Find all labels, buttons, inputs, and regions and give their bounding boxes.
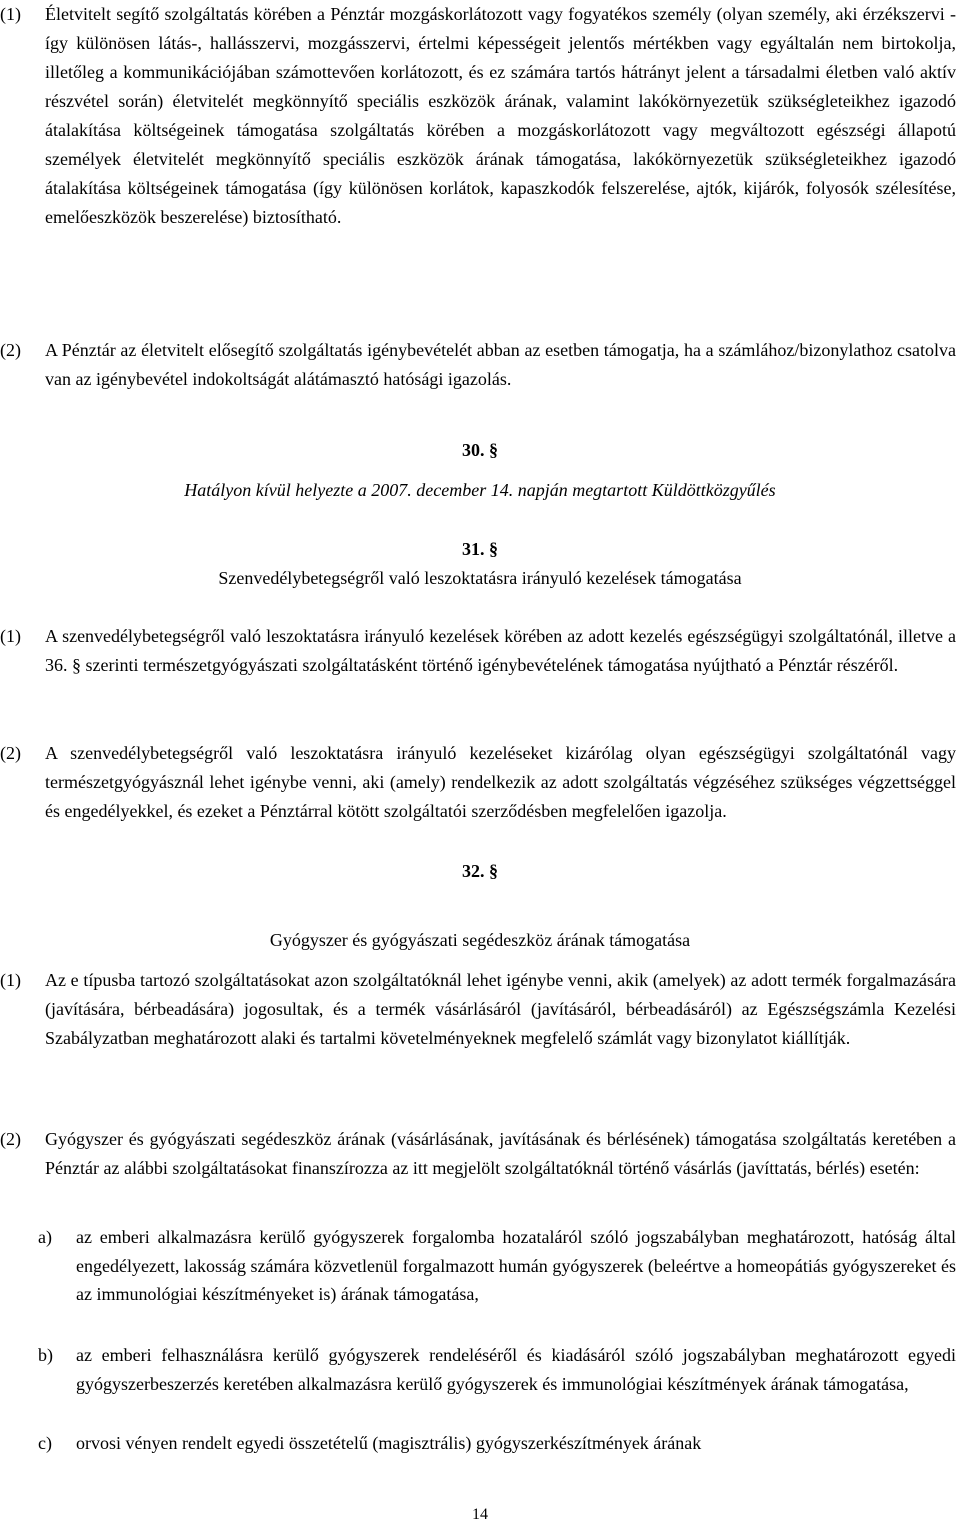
section31-paragraph-2 — [0, 739, 960, 826]
section32-paragraph-2 — [0, 1125, 960, 1183]
paragraph-number: (1) — [0, 4, 21, 24]
paragraph-number: (2) — [0, 340, 21, 360]
paragraph-text: Az e típusba tartozó szolgáltatásokat azon szolgáltatóknál lehet igénybe venni, akik (amelyek) az adott termék forgalmazására (javítására, bérbeadására) jogosultak, és a termék vásárlásáról (javításáról, bérbeadásáról) az Egészségszámla Kezelési Szabályzatban meghatározott alaki és tartalmi követelményeknek megfelelő számlát vagy bizonylatot kiállítják. — [45, 970, 956, 1048]
list-item-a — [0, 1223, 960, 1309]
list-item-text: az emberi alkalmazásra kerülő gyógyszerek forgalomba hozataláról szóló jogszabályban meghatározott, hatóság által engedélyezett, lakosság számára közvetlenül forgalmazott humán gyógyszerek (beleértve a homeopátiás gyógyszereket és az immunológiai készítményeket is) árának támogatása, — [76, 1227, 956, 1305]
section30-heading: 30. § — [462, 440, 498, 460]
paragraph-number: (2) — [0, 1129, 21, 1149]
page-number: 14 — [472, 1506, 488, 1523]
paragraph-text: Életvitelt segítő szolgáltatás körében a Pénztár mozgáskorlátozott vagy fogyatékos személy (olyan személy, aki érzékszervi - így különösen látás-, hallásszervi, mozgásszervi, értelmi képességeit jelentős mértékben vagy egyáltalán nem birtokolja, illetőleg a kommunikációjában számottevően korlátozott, és ez számára tartós hátrányt jelent a társadalmi életben való aktív részvétel során) életvitelét megkönnyítő speciális eszközök árának, valamint lakókörnyezetük szükségleteikhez igazodó átalakítása költségeinek támogatása szolgáltatás körében a mozgáskorlátozott vagy megváltozott egészségi állapotú személyek életvitelét megkönnyítő speciális eszközök árának támogatása, lakókörnyezetük szükségleteikhez igazodó átalakítása költségeinek támogatása (így különösen korlátok, kapaszkodók felszerelése, ajtók, kijárók, folyosók szélesítése, emelőeszközök beszerelése) biztosítható. — [45, 4, 956, 227]
section30-repeal-note: Hatályon kívül helyezte a 2007. december 14. napján megtartott Küldöttközgyűlés — [184, 480, 776, 500]
paragraph-text: A szenvedélybetegségről való leszoktatásra irányuló kezelések körében az adott kezelés egészségügyi szolgáltatónál, illetve a 36. § szerinti természetgyógyászati szolgáltatásként történő igénybevételének támogatása nyújtható a Pénztár részéről. — [45, 626, 956, 675]
list-item-b — [0, 1341, 960, 1398]
paragraph-number: (2) — [0, 743, 21, 763]
list-item-text: az emberi felhasználásra kerülő gyógyszerek rendeléséről és kiadásáról szóló jogszabályban meghatározott egyedi gyógyszerbeszerzés keretében alkalmazásra kerülő gyógyszerek és immunológiai készítmények árának támogatása, — [76, 1345, 956, 1394]
section29-paragraph-1 — [0, 0, 960, 232]
section31-heading: 31. § — [462, 539, 498, 559]
list-item-letter: c) — [38, 1433, 52, 1453]
paragraph-text: A szenvedélybetegségről való leszoktatásra irányuló kezeléseket kizárólag olyan egészségügyi szolgáltatónál vagy természetgyógyásznál lehet igénybe venni, aki (amely) rendelkezik az adott szolgáltatás végzéséhez szükséges végzettséggel és engedélyekkel, és ezeket a Pénztárral kötött szolgáltatói szerződésben megfelelően igazolja. — [45, 743, 956, 821]
paragraph-number: (1) — [0, 970, 21, 990]
list-item-letter: a) — [38, 1227, 52, 1247]
list-item-c — [0, 1429, 960, 1458]
section32-paragraph-1 — [0, 966, 960, 1053]
section32-heading: 32. § — [462, 861, 498, 881]
list-item-letter: b) — [38, 1345, 53, 1365]
section29-paragraph-2 — [0, 336, 960, 394]
list-item-text: orvosi vényen rendelt egyedi összetételű (magisztrális) gyógyszerkészítmények árának — [76, 1433, 702, 1453]
section32-title: Gyógyszer és gyógyászati segédeszköz árának támogatása — [269, 930, 691, 950]
paragraph-text: Gyógyszer és gyógyászati segédeszköz árának (vásárlásának, javításának és bérlésének) támogatása szolgáltatás keretében a Pénztár az alábbi szolgáltatásokat finanszírozza az itt megjelölt szolgáltatóknál történő vásárlás (javíttatás, bérlés) esetén: — [45, 1129, 956, 1178]
section31-title: Szenvedélybetegségről való leszoktatásra irányuló kezelések támogatása — [218, 568, 742, 588]
section31-paragraph-1 — [0, 622, 960, 680]
paragraph-number: (1) — [0, 626, 21, 646]
paragraph-text: A Pénztár az életvitelt elősegítő szolgáltatás igénybevételét abban az esetben támogatja, ha a számlához/bizonylathoz csatolva van az igénybevétel indokoltságát alátámasztó hatósági igazolás. — [45, 340, 956, 389]
